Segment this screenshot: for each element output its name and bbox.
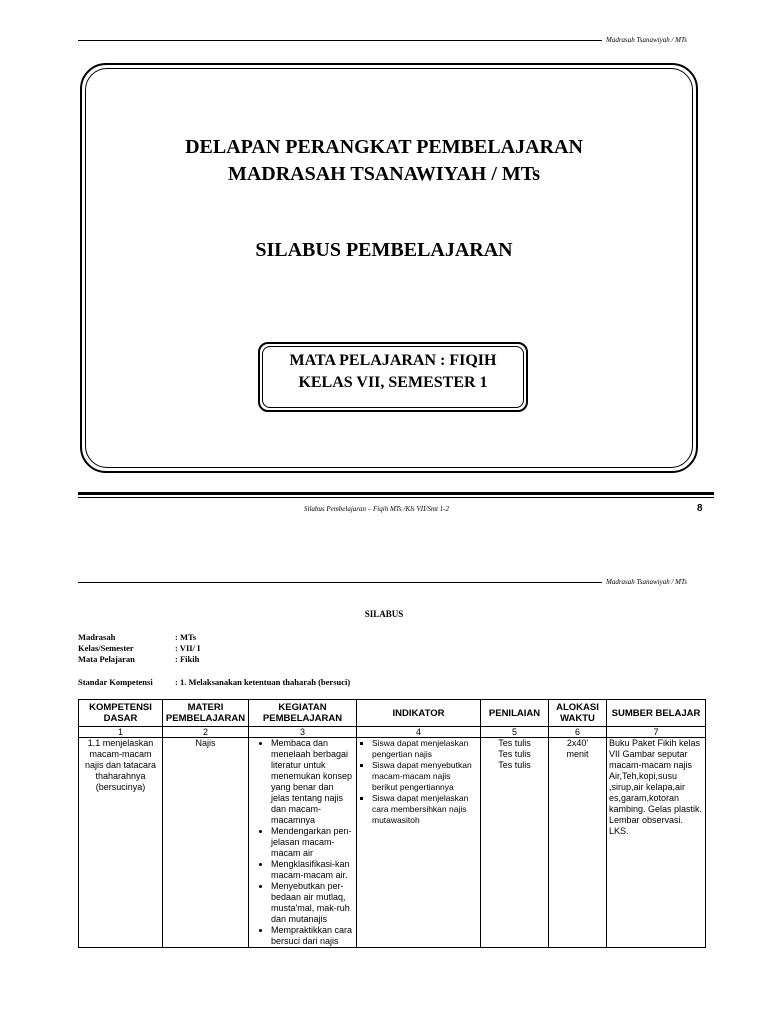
subject-line2: KELAS VII, SEMESTER 1 — [298, 374, 488, 391]
table-row — [79, 738, 706, 948]
silabus-title: SILABUS — [364, 609, 404, 619]
kegiatan-item: • Mengklasifikasi-kan macam-macam air. — [271, 859, 354, 881]
alokasi-unit: menit — [566, 749, 589, 759]
meta-value-kelas: : VII/ I — [175, 643, 201, 653]
indikator-item: ▪ Siswa dapat menjelaskan pengertian najis — [372, 738, 478, 760]
cover-subtitle: SILABUS PEMBELAJARAN — [255, 239, 513, 261]
th-sumber: SUMBER BELAJAR — [607, 700, 706, 727]
meta-value-madrasah: : MTs — [175, 632, 197, 642]
kegiatan-item: • Membaca dan menelaah berbagai literatur untuk menemukan konsep yang benar dan jelas tentang najis dan macam-macamnya — [271, 738, 354, 826]
cell-kompetensi: 1.1 menjelaskan macam-macam najis dan tatacara thaharahnya (bersucinya) — [79, 738, 163, 948]
cell-kegiatan — [249, 738, 357, 948]
meta-label-madrasah: Madrasah — [78, 632, 116, 642]
indikator-item: ▪ Siswa dapat menyebutkan macam-macam najis berikut pengertiannya — [372, 760, 478, 793]
th-kompetensi: KOMPETENSI DASAR — [79, 700, 163, 727]
col-number: 5 — [481, 727, 549, 738]
col-number: 6 — [549, 727, 607, 738]
sk-label: Standar Kompetensi — [78, 677, 153, 687]
kegiatan-item: • Mempraktikkan cara bersuci dari najis — [271, 925, 354, 947]
footer-text: Silabus Pembelajaran – Fiqih MTs /Kls VII/Smt 1-2 — [304, 505, 449, 513]
cell-sumber: Buku Paket Fikih kelas VII Gambar seputar macam-macam najis Air,Teh,kopi,susu ,sirup,air kelapa,air es,garam,kotoran kambing. Gelas plastik. Lembar observasi. LKS. — [607, 738, 706, 948]
th-indikator: INDIKATOR — [357, 700, 481, 727]
col-number: 3 — [249, 727, 357, 738]
meta-label-kelas: Kelas/Semester — [78, 643, 134, 653]
silabus-table — [78, 699, 706, 948]
table-header-row — [79, 700, 706, 727]
th-materi: MATERI PEMBELAJARAN — [163, 700, 249, 727]
kegiatan-item: • Mendengarkan pen-jelasan macam-macam air — [271, 826, 354, 859]
footer-rule-thick — [78, 492, 714, 495]
alokasi-value: 2x40' — [566, 738, 589, 748]
header-school: Madrasah Tsanawiyah / MTs — [606, 36, 687, 44]
meta-label-mapel: Mata Pelajaran — [78, 654, 135, 664]
page-number: 8 — [697, 503, 703, 514]
col-number: 2 — [163, 727, 249, 738]
cell-alokasi — [549, 738, 607, 948]
th-kegiatan: KEGIATAN PEMBELAJARAN — [249, 700, 357, 727]
indikator-item: ▪ Siswa dapat menjelaskan cara membersihkan najis mutawasitoh — [372, 793, 478, 826]
subject-line1: MATA PELAJARAN : FIQIH — [289, 352, 497, 369]
header-rule — [78, 40, 602, 41]
penilaian-item: Tes tulis — [498, 760, 531, 770]
cell-indikator — [357, 738, 481, 948]
table-number-row — [79, 727, 706, 738]
penilaian-item: Tes tulis — [498, 749, 531, 759]
cover-title-line2: MADRASAH TSANAWIYAH / MTs — [227, 163, 541, 185]
sk-value: : 1. Melaksanakan ketentuan thaharah (bersuci) — [175, 677, 351, 687]
cell-materi: Najis — [163, 738, 249, 948]
col-number: 4 — [357, 727, 481, 738]
col-number: 1 — [79, 727, 163, 738]
cell-penilaian — [481, 738, 549, 948]
cover-title-line1: DELAPAN PERANGKAT PEMBELAJARAN — [185, 136, 583, 158]
meta-value-mapel: : Fikih — [175, 654, 200, 664]
col-number: 7 — [607, 727, 706, 738]
header-school-2: Madrasah Tsanawiyah / MTs — [606, 578, 687, 586]
th-penilaian: PENILAIAN — [481, 700, 549, 727]
penilaian-item: Tes tulis — [498, 738, 531, 748]
kegiatan-item: • Menyebutkan per-bedaan air mutlaq, musta'mal, mak-ruh dan mutanajis — [271, 881, 354, 925]
footer-rule-thin — [78, 497, 714, 498]
header-rule-2 — [78, 582, 602, 583]
th-alokasi: ALOKASI WAKTU — [549, 700, 607, 727]
